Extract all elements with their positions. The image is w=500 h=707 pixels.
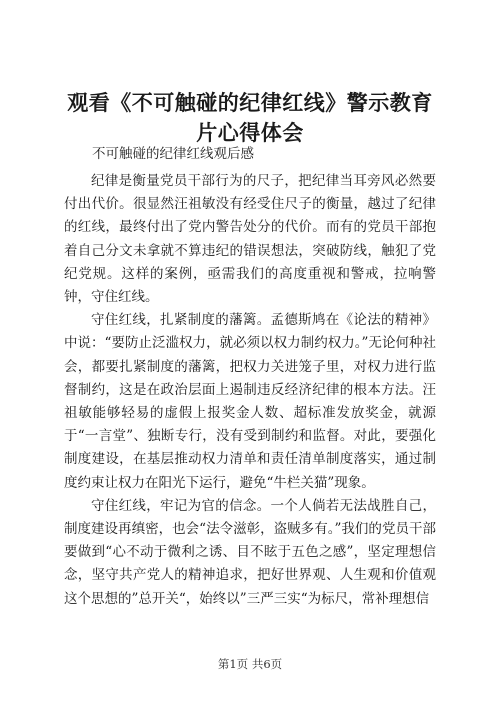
paragraph: 纪律是衡量党员干部行为的尺子，把纪律当耳旁风必然要付出代价。很显然汪祖敏没有经受住尺子的衡量，越过了纪律的红线，最终付出了党内警告处分的代价。而有的党员干部抱着自己分文未拿就不算违纪的错误想法，突破防线，触犯了党纪党规。这样的案例，亟需我们的高度重视和警戒，拉响警钟，守住红线。 xyxy=(64,173,436,306)
paragraph: 守住红线，牢记为官的信念。一个人倘若无法战胜自己，制度建设再缜密，也会“法令滋彰，盗贼多有。”我们的党员干部要做到“心不动于微利之诱、目不眩于五色之感”，坚定理想信念，坚守共产党人的精神追求，把好世界观、人生观和价值观这个思想的”总开关“，始终以”三严三实“为标尺，常补理想信 xyxy=(64,497,436,607)
paragraph: 守住红线，扎紧制度的藩篱。孟德斯鸠在《论法的精神》中说：“要防止泛滥权力，就必须以权力制约权力。”无论何种社会，都要扎紧制度的藩篱，把权力关进笼子里，对权力进行监督制约，这是在政治层面上遏制违反经济纪律的根本方法。汪祖敏能够轻易的虚假上报奖金人数、超标准发放奖金，就源于“一言堂”、独断专行，没有受到制约和监督。对此，要强化制度建设，在基层推动权力清单和责任清单制度落实，通过制度约束让权力在阳光下运行，避免“牛栏关猫”现象。 xyxy=(64,312,436,491)
document-body xyxy=(64,170,436,611)
page-number: 第1页 共6页 xyxy=(217,657,283,671)
document-subtitle: 不可触碰的纪律红线观后感 xyxy=(92,146,254,162)
document-title: 观看《不可触碰的纪律红线》警示教育片心得体会 xyxy=(67,90,433,145)
